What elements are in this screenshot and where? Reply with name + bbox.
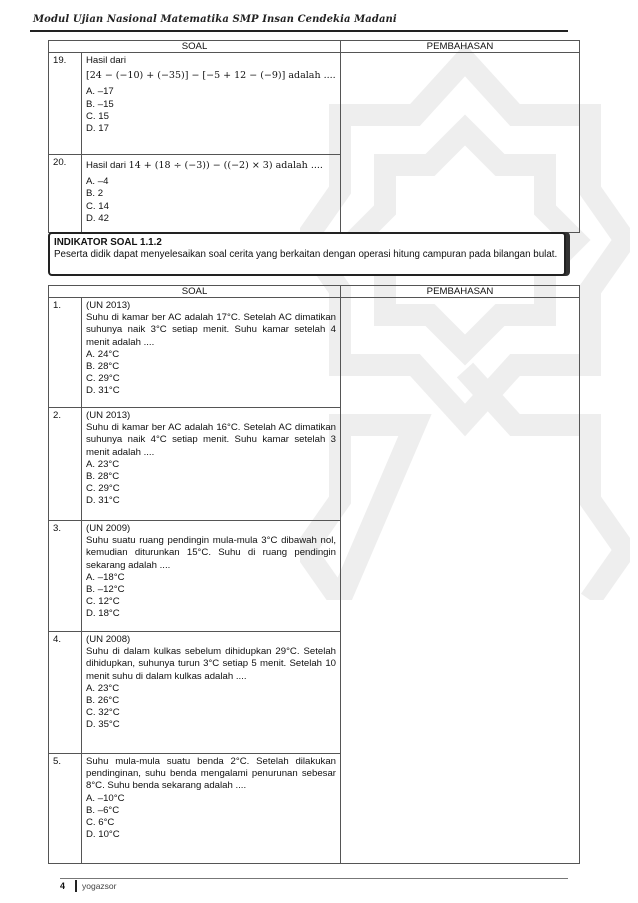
question-cell xyxy=(82,632,341,754)
footer-separator xyxy=(75,880,77,892)
footer-divider xyxy=(60,878,568,879)
option-a: A. 24°C xyxy=(86,348,120,360)
page-number: 4 xyxy=(60,881,66,891)
option-c: C. 14 xyxy=(86,200,109,212)
question-text: Suhu di kamar ber AC adalah 17°C. Setelah AC dimatikan suhunya naik 3°C setiap menit. Suhu kamar setelah 4 menit adalah .... xyxy=(86,312,336,348)
question-number: 1. xyxy=(49,298,82,408)
column-header-soal: SOAL xyxy=(49,41,341,53)
question-number: 2. xyxy=(49,408,82,521)
question-number: 3. xyxy=(49,521,82,632)
question-prompt-line xyxy=(86,160,336,172)
option-c: C. 15 xyxy=(86,110,109,122)
question-number: 5. xyxy=(49,754,82,864)
option-d: D. 42 xyxy=(86,212,109,224)
question-number: 19. xyxy=(49,53,82,155)
option-a: A. –18°C xyxy=(86,571,125,583)
table-row xyxy=(49,298,580,408)
question-prompt: Hasil dari xyxy=(86,55,126,66)
question-table-top xyxy=(48,40,580,233)
footer-author: yogazsor xyxy=(82,881,117,891)
indikator-box xyxy=(48,232,566,276)
question-cell xyxy=(82,53,341,155)
option-c: C. 29°C xyxy=(86,373,120,385)
option-b: B. 2 xyxy=(86,188,104,200)
option-b: B. –6°C xyxy=(86,804,120,816)
option-b: B. 28°C xyxy=(86,471,120,483)
indikator-text: Peserta didik dapat menyelesaikan soal cerita yang berkaitan dengan operasi hitung campuran pada bilangan bulat. xyxy=(54,249,558,260)
question-expression: [24 − (−10) + (−35)] − [−5 + 12 − (−9)] adalah .... xyxy=(86,70,336,82)
question-number: 4. xyxy=(49,632,82,754)
indikator-title: INDIKATOR SOAL 1.1.2 xyxy=(54,237,162,248)
column-header-soal: SOAL xyxy=(49,286,341,298)
question-text: Suhu di dalam kulkas sebelum dihidupkan 29°C. Setelah dihidupkan, suhunya turun 3°C setiap 5 menit. Setelah 10 menit suhu di dalam kulkas adalah .... xyxy=(86,646,336,682)
option-a: A. –10°C xyxy=(86,792,125,804)
option-c: C. 6°C xyxy=(86,817,115,829)
question-source: (UN 2009) xyxy=(86,523,131,534)
question-expression: 14 + (18 ÷ (−3)) − ((−2) × 3) adalah .... xyxy=(128,160,323,171)
question-source: (UN 2013) xyxy=(86,410,131,421)
question-table-bottom xyxy=(48,285,580,864)
option-d: D. 17 xyxy=(86,123,109,135)
question-cell xyxy=(82,754,341,864)
question-prompt: Hasil dari xyxy=(86,160,126,171)
option-c: C. 29°C xyxy=(86,483,120,495)
pembahasan-cell xyxy=(341,53,580,233)
question-text: Suhu mula-mula suatu benda 2°C. Setelah dilakukan pendinginan, suhu benda mengalami penurunan sebesar 8°C. Suhu benda sekarang adalah .... xyxy=(86,756,336,792)
question-cell xyxy=(82,298,341,408)
option-b: B. 26°C xyxy=(86,695,120,707)
option-c: C. 32°C xyxy=(86,707,120,719)
option-d: D. 31°C xyxy=(86,495,120,507)
option-c: C. 12°C xyxy=(86,596,120,608)
option-a: A. –17 xyxy=(86,86,114,98)
question-source: (UN 2013) xyxy=(86,300,131,311)
question-text: Suhu di kamar ber AC adalah 16°C. Setelah AC dimatikan suhunya naik 4°C setiap menit. Suhu kamar setelah 3 menit adalah .... xyxy=(86,422,336,458)
page-header-title: Modul Ujian Nasional Matematika SMP Insan Cendekia Madani xyxy=(33,14,397,25)
option-b: B. 28°C xyxy=(86,361,120,373)
option-d: D. 35°C xyxy=(86,719,120,731)
question-number: 20. xyxy=(49,155,82,233)
question-source: (UN 2008) xyxy=(86,634,131,645)
option-d: D. 18°C xyxy=(86,608,120,620)
option-a: A. 23°C xyxy=(86,458,120,470)
option-d: D. 10°C xyxy=(86,829,120,841)
option-b: B. –12°C xyxy=(86,584,125,596)
question-text: Suhu suatu ruang pendingin mula-mula 3°C dibawah nol, kemudian diturunkan 15°C. Suhu di ruang pendingin sekarang adalah .... xyxy=(86,535,336,571)
column-header-pembahasan: PEMBAHASAN xyxy=(341,286,580,298)
question-cell xyxy=(82,521,341,632)
option-d: D. 31°C xyxy=(86,385,120,397)
option-b: B. –15 xyxy=(86,98,114,110)
column-header-pembahasan: PEMBAHASAN xyxy=(341,41,580,53)
pembahasan-cell xyxy=(341,298,580,864)
option-a: A. –4 xyxy=(86,176,109,188)
question-cell xyxy=(82,155,341,233)
table-row xyxy=(49,53,580,155)
option-a: A. 23°C xyxy=(86,682,120,694)
question-cell xyxy=(82,408,341,521)
header-divider xyxy=(30,30,568,32)
